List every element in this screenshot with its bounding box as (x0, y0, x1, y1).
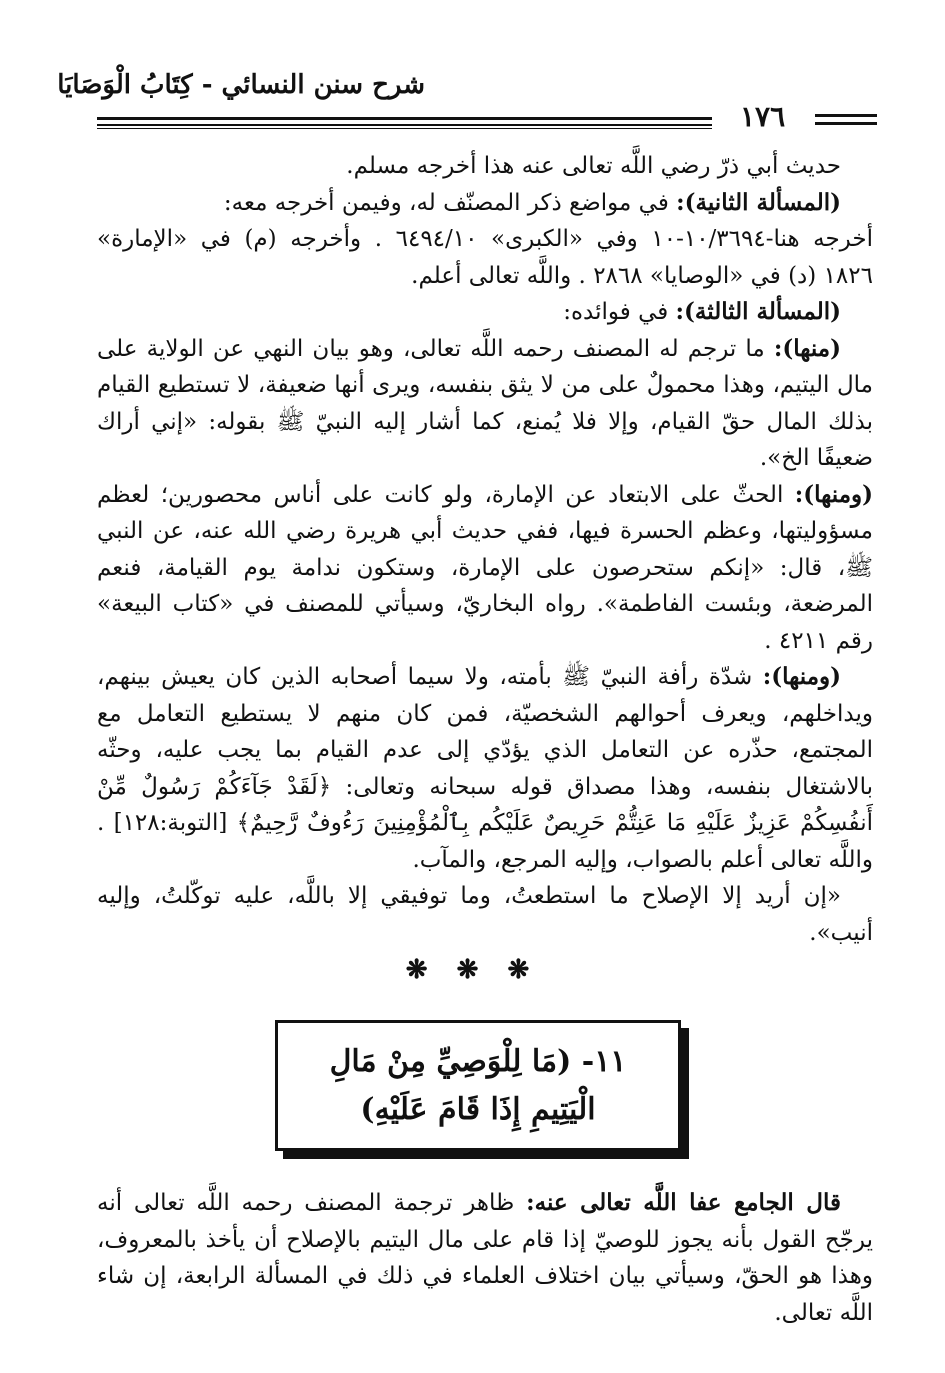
header-rule (97, 124, 712, 126)
benefit-label: (منها): (773, 334, 841, 362)
chapter-title-box (275, 1020, 681, 1151)
paragraph (97, 185, 873, 222)
paragraph-text: ظاهر ترجمة المصنف رحمه اللَّه تعالى أنه يرجّح القول بأنه يجوز للوصيّ إذا قام على مال اليتيم بالإصلاح أن يأخذ بالمعروف، وهذا هو الحقّ، وسيأتي بيان اختلاف العلماء في ذلك في المسألة الرابعة، إن شاء اللَّه تعالى. (97, 1190, 873, 1326)
benefit-label: (ومنها): (794, 480, 873, 508)
header-dash (815, 114, 877, 117)
paragraph (97, 659, 873, 878)
paragraph: حديث أبي ذرّ رضي اللَّه تعالى عنه هذا أخرجه مسلم. (346, 153, 841, 179)
section-separator: ❋ ❋ ❋ (405, 955, 540, 985)
main-text (97, 148, 873, 951)
page-number: ١٧٦ (740, 100, 786, 133)
paragraph (97, 1185, 873, 1331)
benefit-label: (ومنها): (762, 663, 841, 690)
paragraph: أخرجه هنا-١٠/٣٦٩٤-١٠ وفي «الكبرى» ٦٤٩٤/١٠ . وأخرجه (م) في «الإمارة» ١٨٢٦ (د) في «الوصايا» ٢٨٦٨ . واللَّه تعالى أعلم. (97, 226, 873, 289)
running-header-title: شرح سنن النسائي - كِتَابُ الْوَصَايَا (57, 70, 425, 100)
header-dash (815, 122, 877, 125)
paragraph-text: ما ترجم له المصنف رحمه اللَّه تعالى، وهو بيان النهي عن الولاية على مال اليتيم، وهذا محمولٌ على من لا يثق بنفسه، ويرى أنها ضعيفة، لا تستطيع القيام بذلك المال حقّ القيام، وإلا فلا يُمنع، كما أشار إليه النبيّ ﷺ بقوله: «إني أراك ضعيفًا الخ». (97, 335, 873, 471)
paragraph-text: في فوائده: (563, 299, 676, 325)
issue-label: (المسألة الثانية): (676, 188, 841, 216)
paragraph-text: في مواضع ذكر المصنّف له، وفيمن أخرجه معه: (223, 189, 677, 216)
author-label: قال الجامع عفا اللَّه تعالى عنه: (526, 1189, 841, 1216)
paragraph: «إن أريد إلا الإصلاح ما استطعتُ، وما توفيقي إلا باللَّه، عليه توكّلتُ، وإليه أنيب». (97, 883, 873, 946)
paragraph (97, 294, 873, 331)
paragraph-text: شدّة رأفة النبيّ ﷺ بأمته، ولا سيما أصحابه الذين كان يعيش بينهم، ويداخلهم، ويعرف أحوالهم الشخصيّة، فمن كان منهم لا يستطيع التعامل مع المجتمع، حذّره عن التعامل الذي يؤدّي إلى عدم القيام بما يجب عليه، وحثّه بالاشتغال بنفسه، وهذا مصداق قوله سبحانه وتعالى: ﴿لَقَدْ جَآءَكُمْ رَسُولٌ مِّنْ أَنفُسِكُمْ عَزِيزٌ عَلَيْهِ مَا عَنِتُّمْ حَرِيصٌ عَلَيْكُم بِٱلْمُؤْمِنِينَ رَءُوفٌ رَّحِيمٌ﴾ [التوبة:١٢٨] . واللَّه تعالى أعلم بالصواب، وإليه المرجع، والمآب. (97, 664, 873, 873)
header-rule (97, 128, 712, 129)
chapter-text (97, 1185, 873, 1331)
chapter-title: ١١- (مَا لِلْوَصِيِّ مِنْ مَالِ الْيَتِيمِ إِذَا قَامَ عَلَيْهِ) (329, 1043, 627, 1127)
paragraph (97, 331, 873, 477)
issue-label: (المسألة الثالثة): (675, 298, 841, 325)
paragraph-text: الحثّ على الابتعاد عن الإمارة، ولو كانت على أناس محصورين؛ لعظم مسؤوليتها، وعظم الحسرة فيها، ففي حديث أبي هريرة رضي الله عنه، عن النبي ﷺ، قال: «إنكم ستحرصون على الإمارة، وستكون ندامة يوم القيامة، فنعم المرضعة، وبئست الفاطمة». رواه البخاريّ، وسيأتي للمصنف في «كتاب البيعة» رقم ٤٢١١ . (97, 481, 873, 654)
header-rule (97, 117, 712, 120)
paragraph (97, 477, 873, 660)
